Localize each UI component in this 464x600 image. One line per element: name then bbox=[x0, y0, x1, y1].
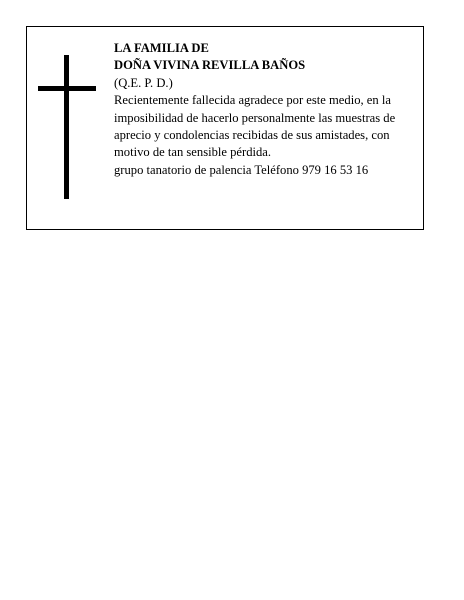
cross-horizontal-bar bbox=[38, 86, 96, 91]
latin-cross-icon bbox=[37, 55, 97, 199]
cross-vertical-bar bbox=[64, 55, 69, 199]
notice-title-line2: DOÑA VIVINA REVILLA BAÑOS bbox=[114, 58, 306, 73]
notice-title-line1: LA FAMILIA DE bbox=[114, 41, 209, 55]
notice-contact: grupo tanatorio de palencia Teléfono 979 16 53 16 bbox=[114, 162, 369, 177]
notice-message: Recientemente fallecida agradece por este medio, en la imposibilidad de hacerlo personalmente las muestras de aprecio y condolencias recibidas de sus amistades, con motivo de tan sensible pérdida. bbox=[114, 93, 396, 160]
notice-text bbox=[114, 40, 420, 179]
notice-qepd: (Q.E. P. D.) bbox=[114, 75, 173, 90]
obituary-notice bbox=[26, 26, 424, 230]
